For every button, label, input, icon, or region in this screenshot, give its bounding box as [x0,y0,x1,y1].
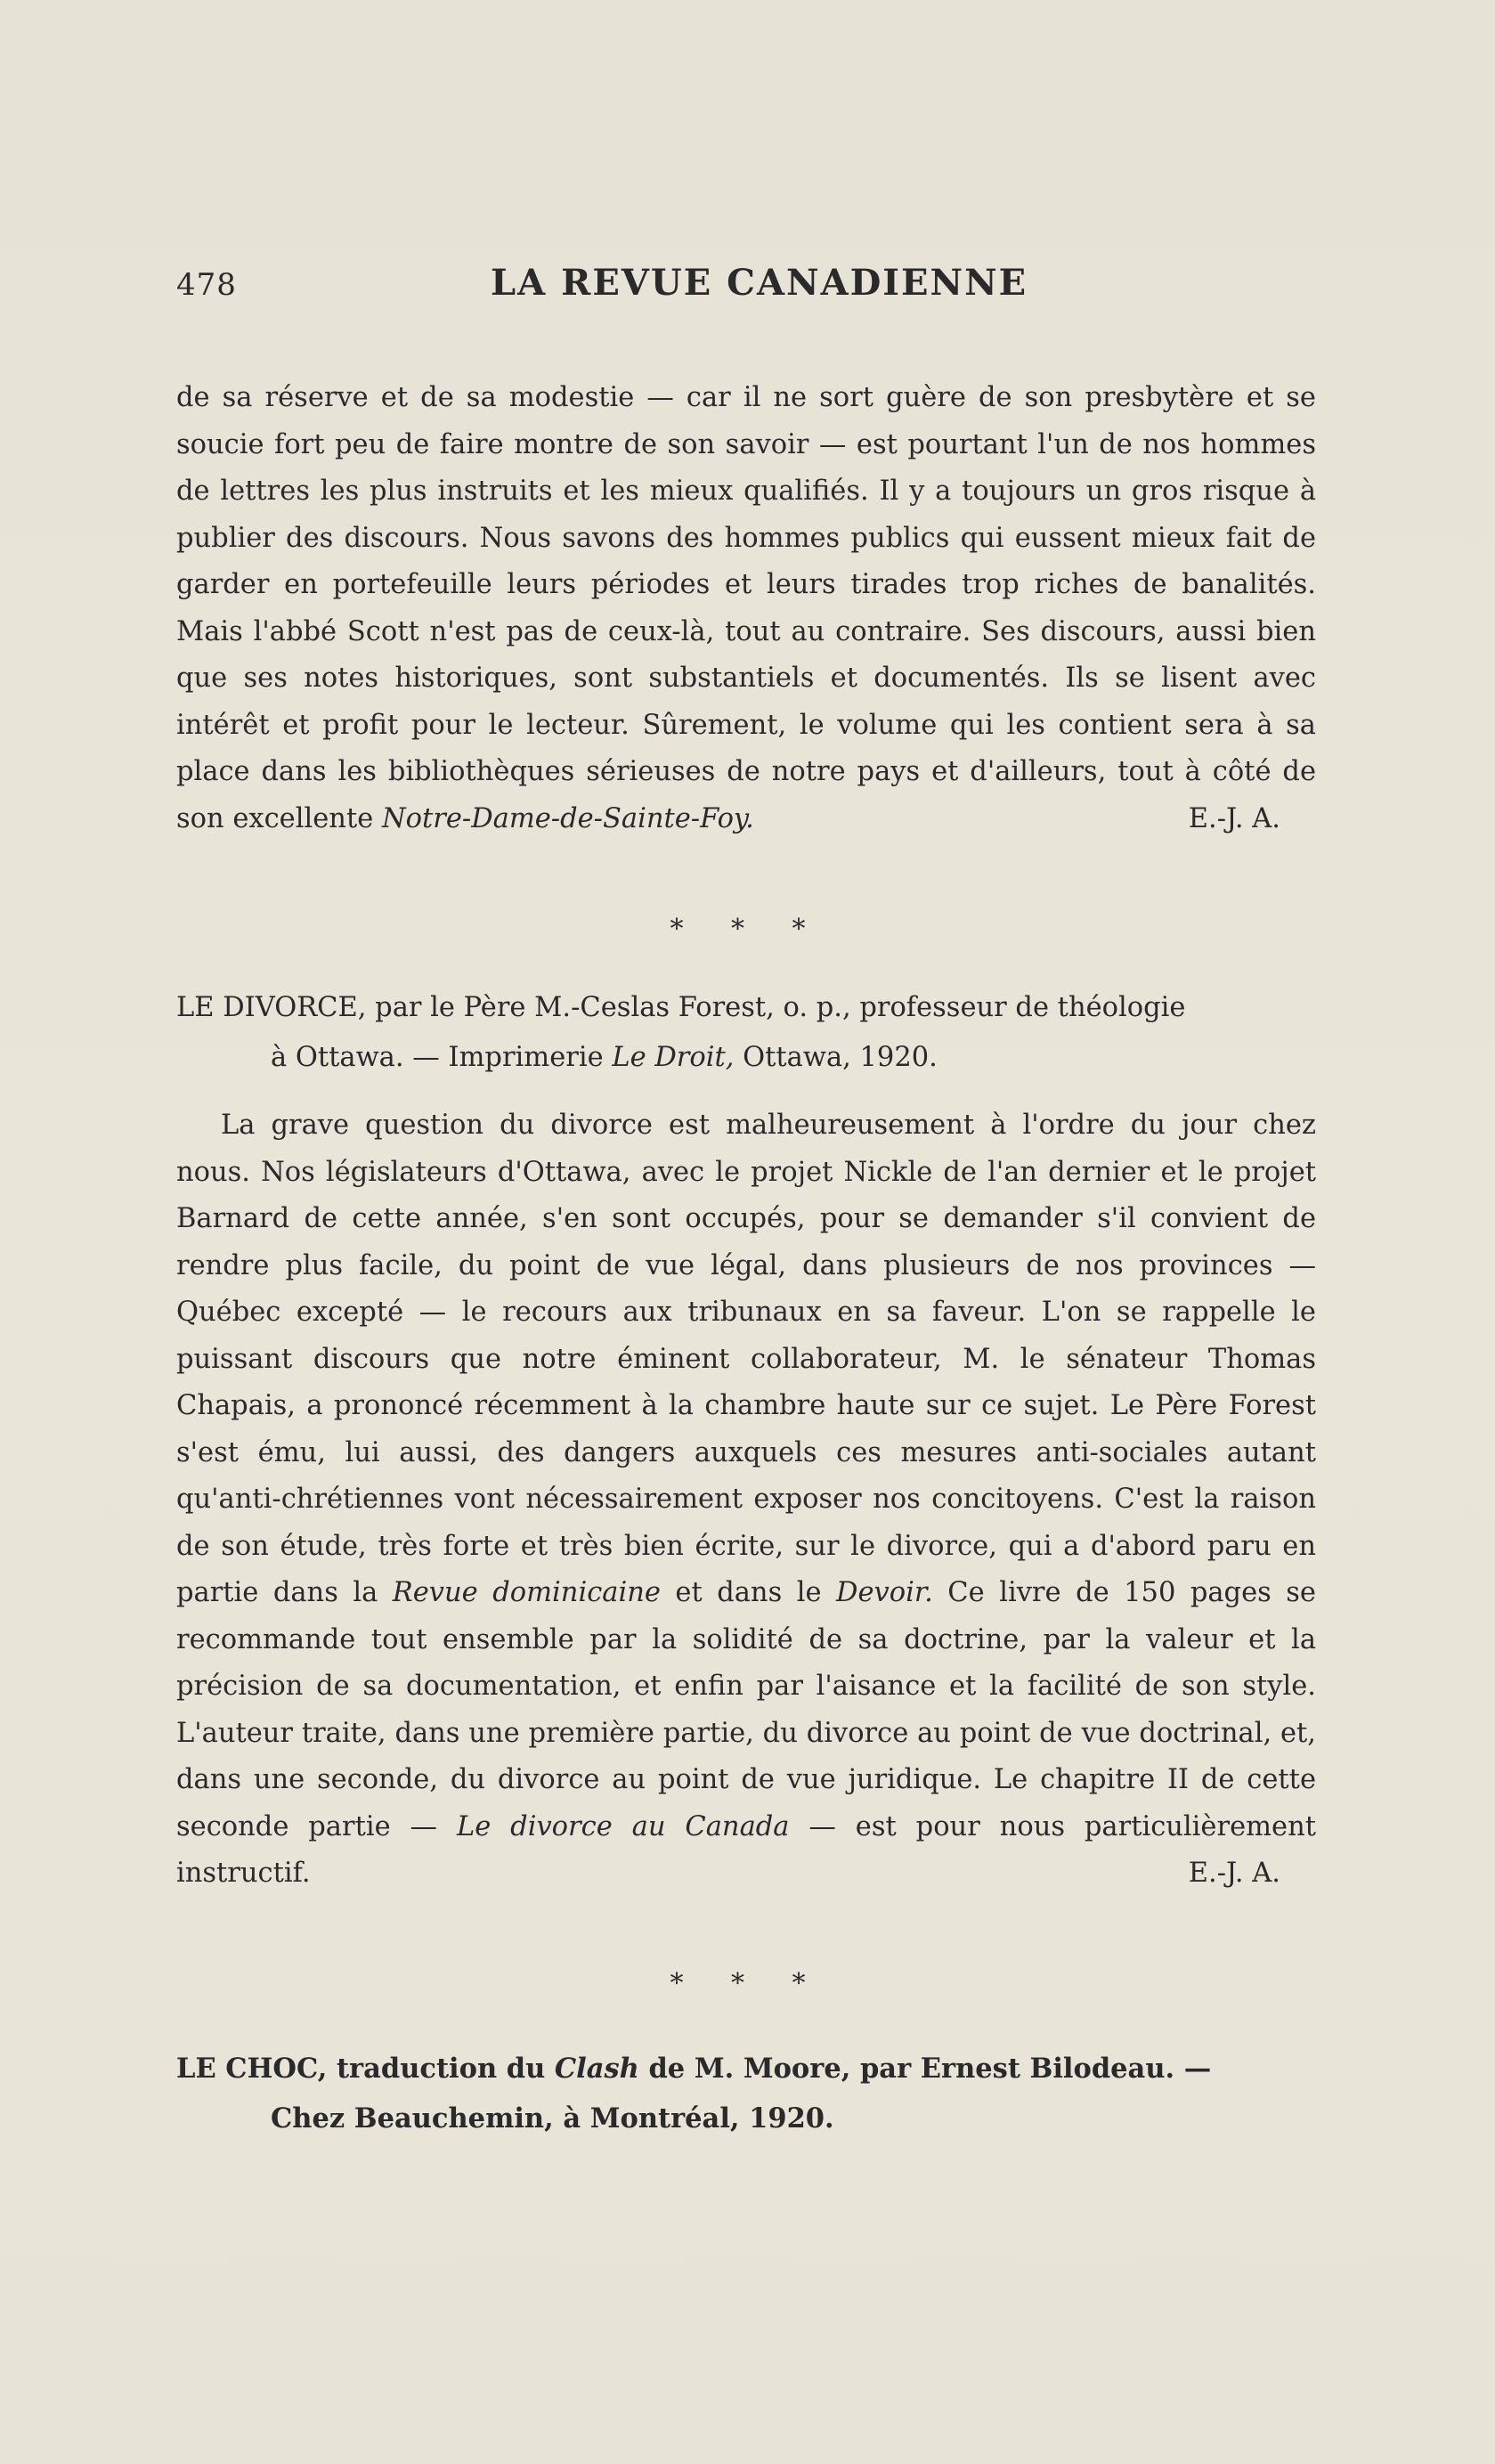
review-divorce-text-4: — est pour nous particulièrement instructif. [176,1810,1316,1889]
original-title-clash: Clash [554,2053,639,2085]
entry-divorce-line1: LE DIVORCE, par le Père M.-Ceslas Forest, o. p., professeur de théologie [176,992,1186,1023]
review-scott-continuation [176,375,1316,842]
review-divorce-text-2: et dans le [660,1577,837,1608]
journal-revue-dominicaine: Revue dominicaine [392,1577,661,1608]
entry-divorce-place-date: Ottawa, 1920. [734,1042,938,1073]
running-title: LA REVUE CANADIENNE [491,262,1028,304]
bibliographic-entry-divorce [176,983,1316,1083]
entry-choc-publisher: Chez Beauchemin, à Montréal, 1920. [271,2102,834,2135]
page-number: 478 [176,267,237,303]
bibliographic-entry-choc [176,2044,1316,2143]
journal-devoir: Devoir. [836,1577,933,1608]
review-divorce [176,1102,1316,1898]
section-separator: * * * [670,1968,825,1999]
section-separator: * * * [670,914,825,945]
review-scott-paragraph [176,375,1316,842]
book-title-notre-dame: Notre-Dame-de-Sainte-Foy. [381,802,754,834]
review-divorce-text-1: La grave question du divorce est malheureusement à l'ordre du jour chez nous. Nos législateurs d'Ottawa, avec le projet Nickle de l'an dernier et le projet Barnard de cette année, s'en sont occupés, pour se demander s'il convient de rendre plus facile, du point de vue légal, dans plusieurs de nos provinces — Québec excepté — le recours aux tribunaux en sa faveur. L'on se rappelle le puissant discours que notre éminent collaborateur, M. le sénateur Thomas Chapais, a prononcé récemment à la chambre haute sur ce sujet. Le Père Forest s'est ému, lui aussi, des dangers auxquels ces mesures anti-sociales autant qu'anti-chrétiennes vont nécessairement exposer nos concitoyens. C'est la raison de son étude, très forte et très bien écrite, sur le divorce, qui a d'abord paru en partie dans la [176,1110,1316,1608]
signature: E.-J. A. [1188,1858,1280,1889]
review-scott-text: de sa réserve et de sa modestie — car il ne sort guère de son presbytère et se soucie fort peu de faire montre de son savoir — est pourtant l'un de nos hommes de lettres les plus instruits et les mieux qualifiés. Il y a toujours un gros risque à publier des discours. Nous savons des hommes publics qui eussent mieux fait de garder en portefeuille leurs périodes et leurs tirades trop riches de banalités. Mais l'abbé Scott n'est pas de ceux-là, tout au contraire. Ses discours, aussi bien que ses notes historiques, sont substantiels et documentés. Ils se lisent avec intérêt et profit pour le lecteur. Sûrement, le volume qui les contient sera à sa place dans les bibliothèques sérieuses de notre pays et d'ailleurs, tout à côté de son excellente [176,382,1316,834]
chapter-title: Le divorce au Canada [456,1810,790,1842]
review-divorce-paragraph [176,1102,1316,1898]
page-header [176,262,1316,306]
entry-choc-title: LE CHOC, traduction du [176,2053,555,2085]
entry-divorce-line2 [176,1033,1316,1083]
entry-choc-translator: de M. Moore, par Ernest Bilodeau. — [638,2053,1212,2085]
publisher-le-droit: Le Droit, [612,1042,735,1073]
signature: E.-J. A. [1188,802,1280,834]
review-divorce-text-3: Ce livre de 150 pages se recommande tout ensemble par la solidité de sa doctrine, par la valeur et la précision de sa documentation, et enfin par l'aisance et la facilité de son style. L'auteur traite, dans une première partie, du divorce au point de vue doctrinal, et, dans une seconde, du divorce au point de vue juridique. Le chapitre II de cette seconde partie — [176,1577,1316,1842]
entry-divorce-publisher-prefix: à Ottawa. — Imprimerie [271,1042,613,1073]
